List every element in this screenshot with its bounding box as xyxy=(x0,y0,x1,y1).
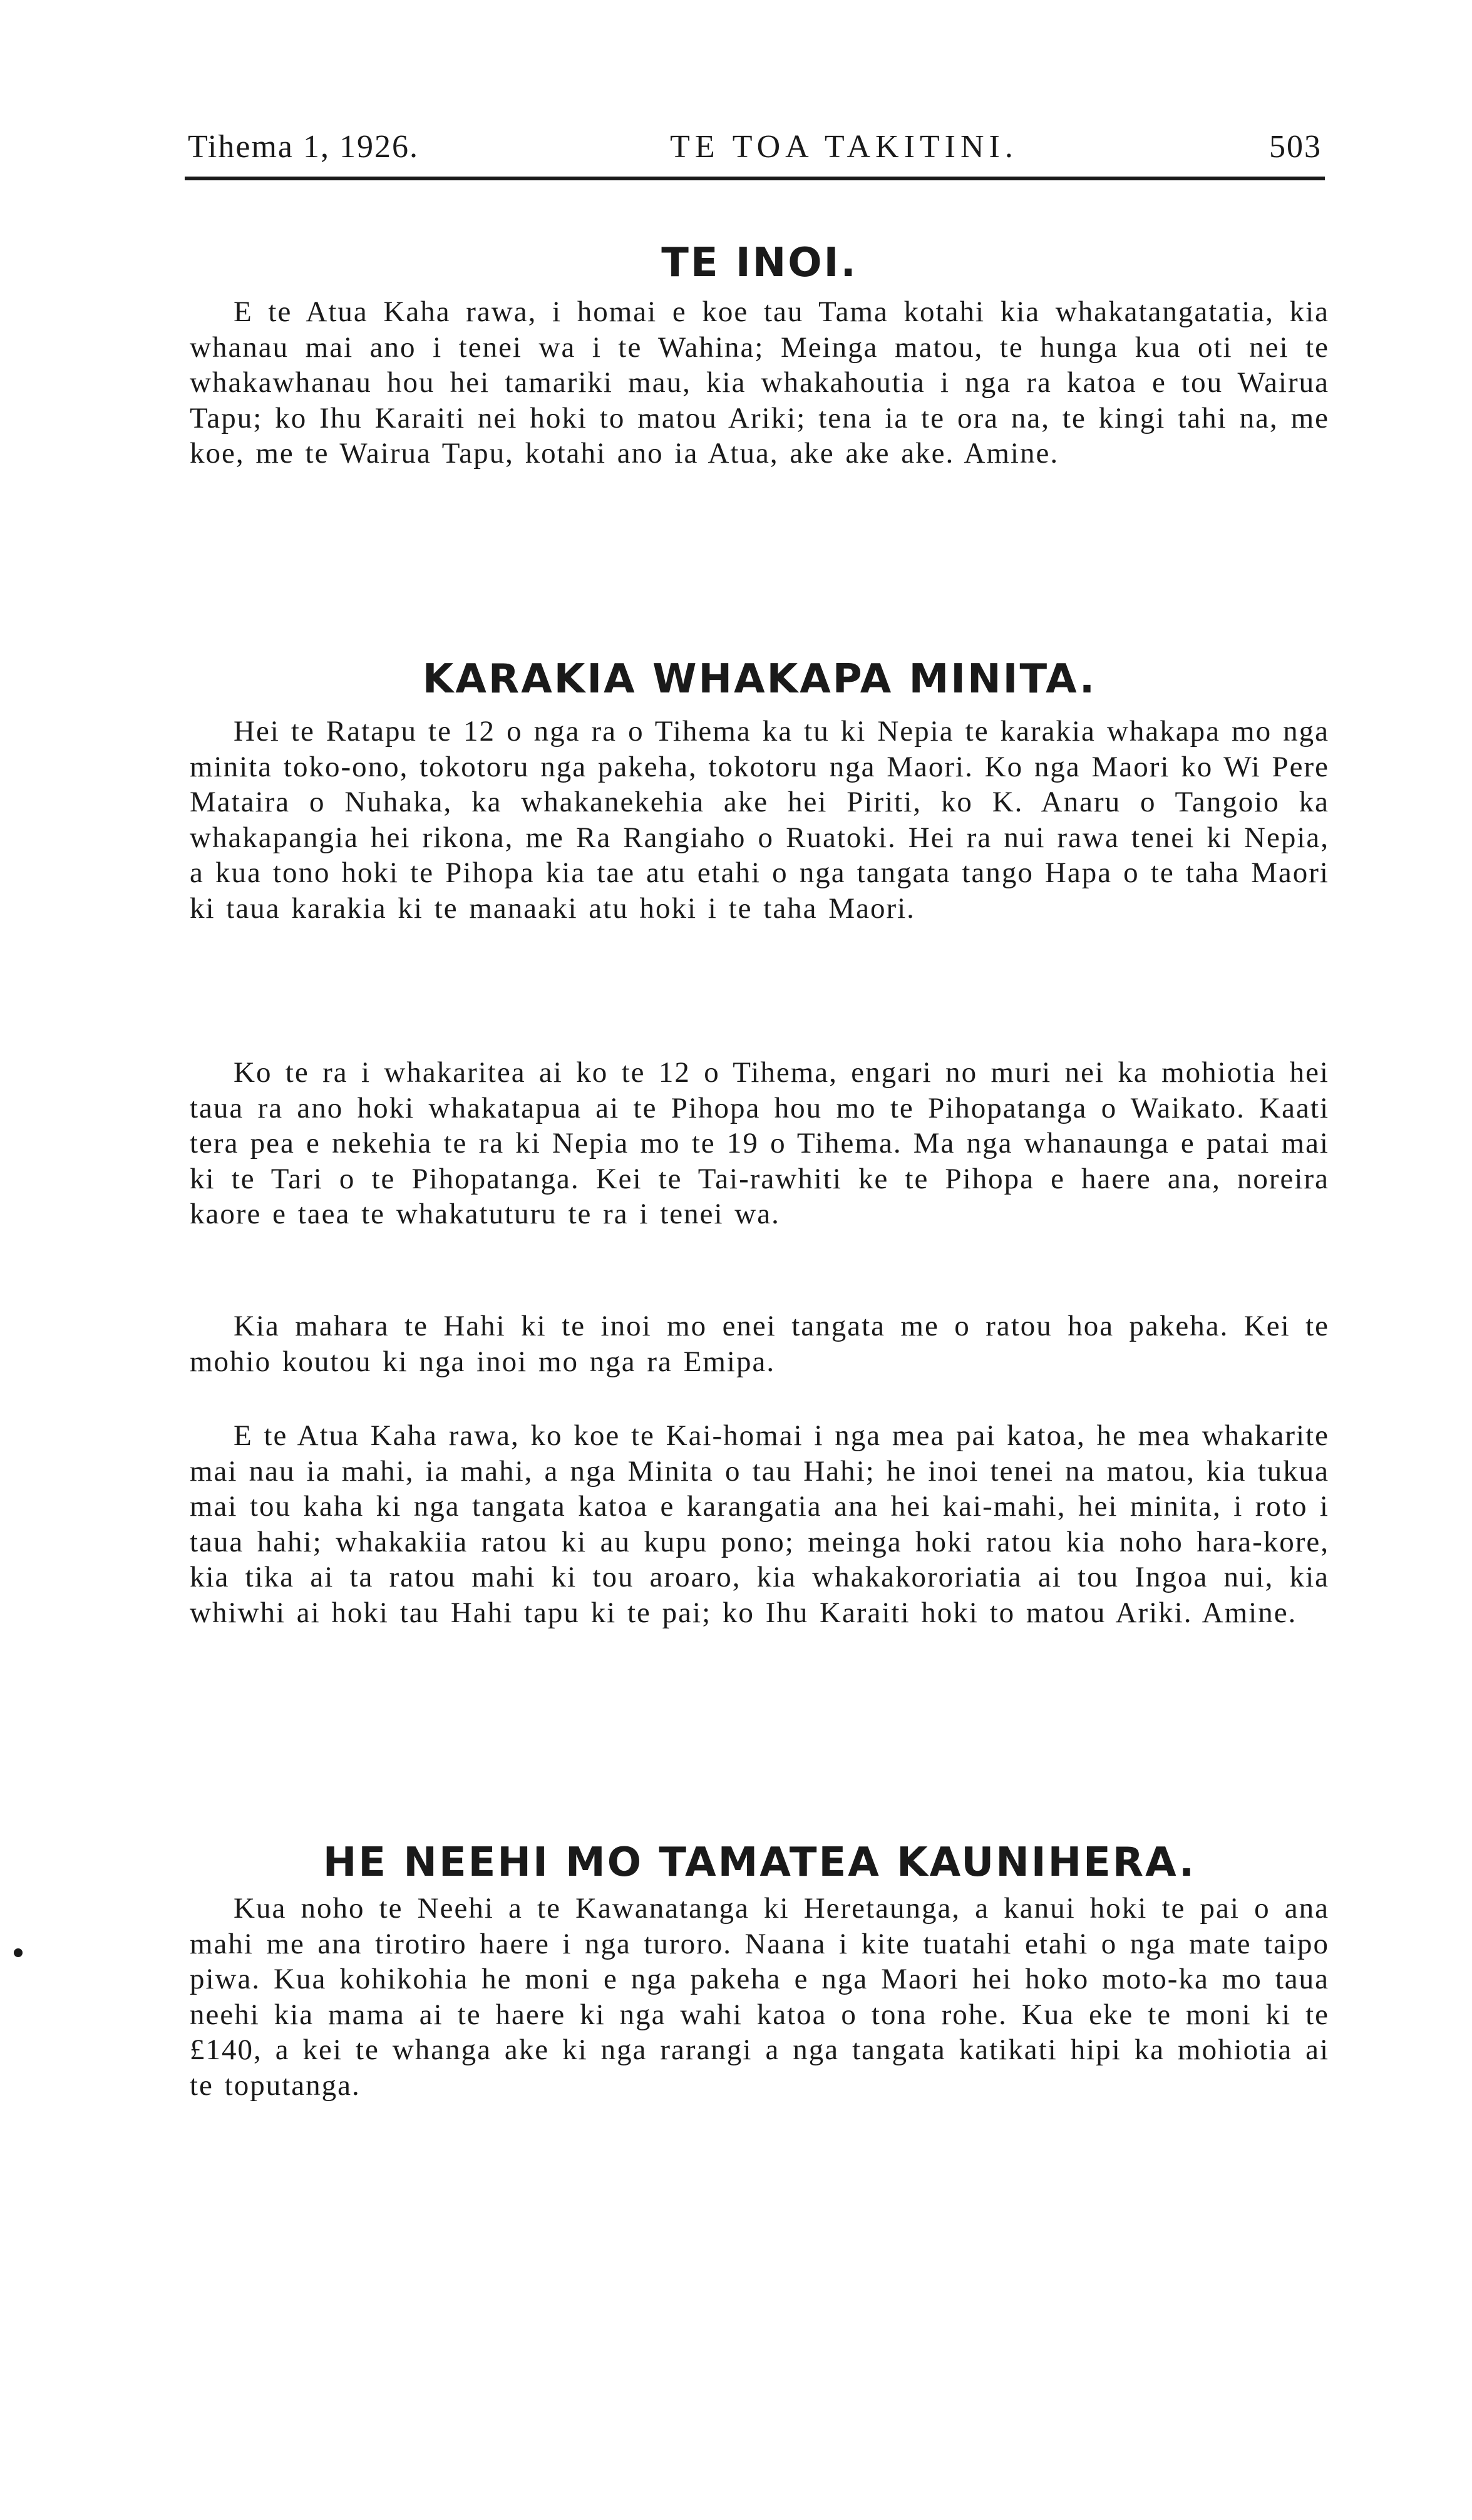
paragraph: E te Atua Kaha rawa, ko koe te Kai-homai i nga mea pai katoa, he mea whakarite mai nau ia mahi, ia mahi, a nga Minita o tau Hahi; he inoi tenei na matou, kia tukua mai tou kaha ki nga tangata katoa e karangatia ana hei kai-mahi, hei minita, i roto i taua hahi; whakakiia ratou ki au kupu pono; meinga hoki ratou kia noho hara-kore, kia tika ai ta ratou mahi ki tou aroaro, kia whakakororiatia ai tou Ingoa nui, kia whiwhi ai hoki tau Hahi tapu ki te pai; ko Ihu Karaiti hoki to matou Ariki. Amine. xyxy=(190,1419,1329,1629)
header-date: Tihema 1, 1926. xyxy=(188,129,419,165)
paragraph: E te Atua Kaha rawa, i homai e koe tau Tama kotahi kia whakatangatatia, kia whanau mai ano i tenei wa i te Wahina; Meinga matou, te hunga kua oti nei te whakawhanau hou hei tamariki mau, kia whakahoutia i nga ra katoa e tou Wairua Tapu; ko Ihu Karaiti nei hoki to matou Ariki; tena ia te ora na, te kingi tahi na, me koe, me te Wairua Tapu, kotahi ano ia Atua, ake ake ake. Amine. xyxy=(190,296,1329,470)
header-publication-title: TE TOA TAKITINI. xyxy=(670,129,1018,165)
section-heading-te-inoi: TE INOI. xyxy=(661,240,858,287)
margin-bullet-mark xyxy=(14,1948,23,1957)
paragraph: Ko te ra i whakaritea ai ko te 12 o Tihema, engari no muri nei ka mohiotia hei taua ra ano hoki whakatapua ai te Pihopa hou mo te Pihopatanga o Waikato. Kaati tera pea e nekehia te ra ki Nepia mo te 19 o Tihema. Ma nga whanaunga e patai mai ki te Tari o te Pihopatanga. Kei te Tai-rawhiti ke te Pihopa e haere ana, noreira kaore e taea te whakatuturu te ra i tenei wa. xyxy=(190,1056,1329,1230)
section-heading-karakia-whakapa-minita: KARAKIA WHAKAPA MINITA. xyxy=(422,656,1097,703)
running-head xyxy=(188,128,1322,165)
header-page-number: 503 xyxy=(1269,129,1322,165)
section-heading-he-neehi-mo-tamatea-kaunihera: HE NEEHI MO TAMATEA KAUNIHERA. xyxy=(322,1839,1197,1886)
paragraph: Hei te Ratapu te 12 o nga ra o Tihema ka tu ki Nepia te karakia whakapa mo nga minita toko-ono, tokotoru nga pakeha, tokotoru nga Maori. Ko nga Maori ko Wi Pere Mataira o Nuhaka, ka whakanekehia ake hei Piriti, ko K. Anaru o Tangoio ka whakapangia hei rikona, me Ra Rangiaho o Ruatoki. Hei ra nui rawa tenei ki Nepia, a kua tono hoki te Pihopa kia tae atu etahi o nga tangata tango Hapa o te taha Maori ki taua karakia ki te manaaki atu hoki i te taha Maori. xyxy=(190,715,1329,925)
header-rule xyxy=(185,177,1325,180)
paragraph: Kia mahara te Hahi ki te inoi mo enei tangata me o ratou hoa pakeha. Kei te mohio koutou ki nga inoi mo nga ra Emipa. xyxy=(190,1310,1329,1378)
paragraph: Kua noho te Neehi a te Kawanatanga ki Heretaunga, a kanui hoki te pai o ana mahi me ana tirotiro haere i nga turoro. Naana i kite tuatahi etahi o nga mate taipo piwa. Kua kohikohia he moni e nga pakeha e nga Maori hei hoko moto-ka mo taua neehi kia mama ai te haere ki nga wahi katoa o tona rohe. Kua eke te moni ki te £140, a kei te whanga ake ki nga rarangi a nga tangata katikati hipi ka mohiotia ai te toputanga. xyxy=(190,1892,1329,2102)
